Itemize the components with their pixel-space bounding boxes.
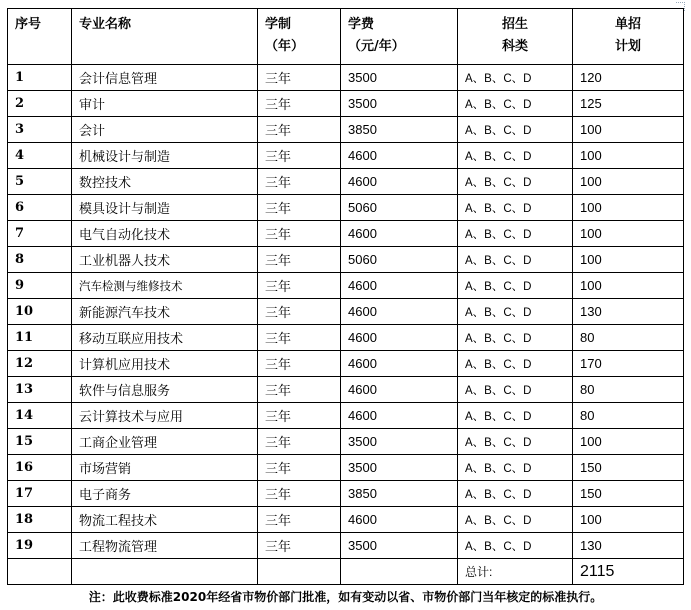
table-row xyxy=(8,247,684,273)
cell-category: A、B、C、D xyxy=(458,195,573,221)
cell-plan: 100 xyxy=(573,169,684,195)
header-duration-line2: （年） xyxy=(265,39,305,54)
cell-index: 8 xyxy=(8,247,72,273)
table-row xyxy=(8,481,684,507)
table-row xyxy=(8,221,684,247)
cell-duration: 三年 xyxy=(258,169,341,195)
cell-plan: 100 xyxy=(573,429,684,455)
table-row xyxy=(8,273,684,299)
cell-index: 18 xyxy=(8,507,72,533)
cell-plan: 100 xyxy=(573,117,684,143)
header-fee xyxy=(341,9,458,65)
cell-fee: 3500 xyxy=(341,65,458,91)
cell-duration: 三年 xyxy=(258,221,341,247)
header-category-line1: 招生 xyxy=(501,17,528,32)
cell-major: 电子商务 xyxy=(72,481,258,507)
cell-fee: 4600 xyxy=(341,169,458,195)
enrollment-plan-table xyxy=(7,8,684,585)
cell-category: A、B、C、D xyxy=(458,403,573,429)
cell-category: A、B、C、D xyxy=(458,533,573,559)
cell-fee: 3850 xyxy=(341,117,458,143)
cell-fee: 4600 xyxy=(341,143,458,169)
cell-index: 7 xyxy=(8,221,72,247)
cell-fee: 4600 xyxy=(341,351,458,377)
table-row xyxy=(8,429,684,455)
cell-major: 市场营销 xyxy=(72,455,258,481)
total-empty-cell-2 xyxy=(72,559,258,585)
header-index: 序号 xyxy=(8,9,72,65)
cell-fee: 4600 xyxy=(341,403,458,429)
cell-category: A、B、C、D xyxy=(458,247,573,273)
cell-plan: 100 xyxy=(573,247,684,273)
cell-plan: 100 xyxy=(573,507,684,533)
cell-duration: 三年 xyxy=(258,273,341,299)
cell-category: A、B、C、D xyxy=(458,221,573,247)
cell-duration: 三年 xyxy=(258,117,341,143)
header-category-line2: 科类 xyxy=(501,39,528,54)
cell-index: 16 xyxy=(8,455,72,481)
cell-fee: 3500 xyxy=(341,429,458,455)
cell-index: 3 xyxy=(8,117,72,143)
cell-category: A、B、C、D xyxy=(458,169,573,195)
cell-major: 软件与信息服务 xyxy=(72,377,258,403)
cell-duration: 三年 xyxy=(258,455,341,481)
table-row xyxy=(8,533,684,559)
cell-plan: 130 xyxy=(573,299,684,325)
table-row xyxy=(8,455,684,481)
cell-plan: 170 xyxy=(573,351,684,377)
cell-plan: 130 xyxy=(573,533,684,559)
total-empty-cell-1 xyxy=(8,559,72,585)
cell-fee: 3500 xyxy=(341,91,458,117)
cell-index: 6 xyxy=(8,195,72,221)
cell-plan: 100 xyxy=(573,221,684,247)
total-empty-cell-4 xyxy=(341,559,458,585)
cell-major: 工商企业管理 xyxy=(72,429,258,455)
table-row xyxy=(8,65,684,91)
total-empty-cell-3 xyxy=(258,559,341,585)
table-row xyxy=(8,195,684,221)
cell-fee: 4600 xyxy=(341,299,458,325)
cell-major: 计算机应用技术 xyxy=(72,351,258,377)
cell-plan: 125 xyxy=(573,91,684,117)
cell-fee: 3850 xyxy=(341,481,458,507)
cell-plan: 120 xyxy=(573,65,684,91)
cell-index: 2 xyxy=(8,91,72,117)
cell-fee: 3500 xyxy=(341,455,458,481)
header-plan xyxy=(573,9,684,65)
cell-plan: 80 xyxy=(573,403,684,429)
table-row xyxy=(8,299,684,325)
cell-fee: 4600 xyxy=(341,325,458,351)
cell-fee: 4600 xyxy=(341,507,458,533)
cell-duration: 三年 xyxy=(258,325,341,351)
cell-duration: 三年 xyxy=(258,377,341,403)
cell-major: 模具设计与制造 xyxy=(72,195,258,221)
cell-category: A、B、C、D xyxy=(458,117,573,143)
cell-plan: 80 xyxy=(573,377,684,403)
cell-category: A、B、C、D xyxy=(458,143,573,169)
table-row xyxy=(8,507,684,533)
cell-index: 19 xyxy=(8,533,72,559)
cell-fee: 4600 xyxy=(341,377,458,403)
header-duration-line1: 学制 xyxy=(265,17,292,32)
cell-category: A、B、C、D xyxy=(458,377,573,403)
cell-duration: 三年 xyxy=(258,247,341,273)
total-row xyxy=(8,559,684,585)
cell-major: 工程物流管理 xyxy=(72,533,258,559)
cell-index: 5 xyxy=(8,169,72,195)
table-row xyxy=(8,143,684,169)
cell-duration: 三年 xyxy=(258,507,341,533)
header-plan-line1: 单招 xyxy=(614,17,641,32)
cell-major: 物流工程技术 xyxy=(72,507,258,533)
cell-duration: 三年 xyxy=(258,195,341,221)
header-major: 专业名称 xyxy=(72,9,258,65)
cell-plan: 80 xyxy=(573,325,684,351)
table-row xyxy=(8,351,684,377)
cell-category: A、B、C、D xyxy=(458,65,573,91)
table-row xyxy=(8,169,684,195)
cell-category: A、B、C、D xyxy=(458,507,573,533)
cell-category: A、B、C、D xyxy=(458,273,573,299)
cell-major: 机械设计与制造 xyxy=(72,143,258,169)
cell-fee: 5060 xyxy=(341,247,458,273)
cell-category: A、B、C、D xyxy=(458,455,573,481)
cell-category: A、B、C、D xyxy=(458,299,573,325)
cell-major: 汽车检测与维修技术 xyxy=(72,273,258,299)
cell-index: 13 xyxy=(8,377,72,403)
table-row xyxy=(8,91,684,117)
cell-duration: 三年 xyxy=(258,403,341,429)
cell-index: 4 xyxy=(8,143,72,169)
cell-major: 移动互联应用技术 xyxy=(72,325,258,351)
cell-index: 9 xyxy=(8,273,72,299)
cell-plan: 150 xyxy=(573,455,684,481)
cell-duration: 三年 xyxy=(258,143,341,169)
cell-fee: 3500 xyxy=(341,533,458,559)
table-row xyxy=(8,325,684,351)
cell-duration: 三年 xyxy=(258,299,341,325)
cell-duration: 三年 xyxy=(258,65,341,91)
cell-major: 会计信息管理 xyxy=(72,65,258,91)
total-value: 2115 xyxy=(573,559,684,585)
cell-category: A、B、C、D xyxy=(458,429,573,455)
header-category xyxy=(458,9,573,65)
header-fee-line1: 学费 xyxy=(348,17,375,32)
header-plan-line2: 计划 xyxy=(614,39,641,54)
header-fee-line2: （元/年） xyxy=(348,39,405,54)
cell-index: 10 xyxy=(8,299,72,325)
cell-index: 1 xyxy=(8,65,72,91)
table-body xyxy=(8,65,684,559)
cell-duration: 三年 xyxy=(258,351,341,377)
cell-index: 12 xyxy=(8,351,72,377)
cell-plan: 150 xyxy=(573,481,684,507)
cell-category: A、B、C、D xyxy=(458,481,573,507)
cell-index: 17 xyxy=(8,481,72,507)
cell-category: A、B、C、D xyxy=(458,351,573,377)
cell-duration: 三年 xyxy=(258,481,341,507)
cell-category: A、B、C、D xyxy=(458,325,573,351)
fee-note: 注：此收费标准2020年经省市物价部门批准，如有变动以省、市物价部门当年核定的标准执行。 xyxy=(88,590,603,604)
cell-plan: 100 xyxy=(573,273,684,299)
cell-fee: 4600 xyxy=(341,273,458,299)
cell-plan: 100 xyxy=(573,195,684,221)
cell-fee: 5060 xyxy=(341,195,458,221)
cell-major: 数控技术 xyxy=(72,169,258,195)
table-row xyxy=(8,377,684,403)
total-label: 总计: xyxy=(458,559,573,585)
cell-index: 11 xyxy=(8,325,72,351)
header-duration xyxy=(258,9,341,65)
cell-major: 云计算技术与应用 xyxy=(72,403,258,429)
cell-major: 工业机器人技术 xyxy=(72,247,258,273)
cell-duration: 三年 xyxy=(258,533,341,559)
cell-duration: 三年 xyxy=(258,429,341,455)
cell-plan: 100 xyxy=(573,143,684,169)
table-row xyxy=(8,403,684,429)
cell-major: 审计 xyxy=(72,91,258,117)
table-row xyxy=(8,117,684,143)
cell-index: 14 xyxy=(8,403,72,429)
cell-major: 新能源汽车技术 xyxy=(72,299,258,325)
cell-duration: 三年 xyxy=(258,91,341,117)
table-header-row xyxy=(8,9,684,65)
cell-fee: 4600 xyxy=(341,221,458,247)
cell-category: A、B、C、D xyxy=(458,91,573,117)
cell-major: 电气自动化技术 xyxy=(72,221,258,247)
cell-major: 会计 xyxy=(72,117,258,143)
cell-index: 15 xyxy=(8,429,72,455)
